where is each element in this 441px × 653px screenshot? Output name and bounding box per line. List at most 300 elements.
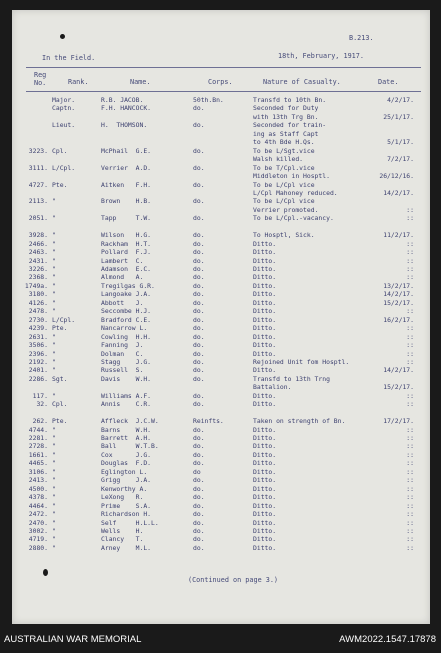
reg-no-cell: 2470. [28, 518, 48, 527]
corps-cell: do. [193, 265, 205, 273]
date-cell: 11/2/17. [383, 231, 414, 240]
continued-note: (Continued on page 3.) [188, 576, 279, 584]
casualty-cell: Ditto. [253, 265, 277, 273]
corps-cell: do. [193, 180, 205, 189]
name-cell: Almond A. [101, 273, 144, 282]
date-cell: :: [406, 535, 414, 544]
table-row [12, 248, 430, 256]
table-row [12, 341, 430, 349]
reg-no-cell: 2192. [28, 357, 48, 366]
date-cell: :: [406, 518, 414, 527]
casualty-cell: Ditto. [253, 315, 277, 324]
table-row [12, 502, 430, 510]
rank-cell: Pte. [52, 180, 68, 189]
name-cell: Wells H. [101, 526, 144, 535]
name-cell: Seccombe H.J. [101, 307, 152, 316]
table-row [12, 231, 430, 239]
date-cell: :: [406, 273, 414, 282]
rank-cell: " [52, 197, 56, 206]
document-page [12, 10, 430, 624]
corps-cell: do. [193, 315, 205, 324]
column-header-corps: Corps. [208, 78, 233, 86]
date-cell: :: [406, 239, 414, 248]
table-row [12, 197, 430, 205]
date-cell: :: [406, 467, 414, 476]
casualty-cell: Ditto. [253, 493, 277, 502]
rank-cell: " [52, 231, 56, 240]
reg-no-cell: 4126. [28, 298, 48, 307]
casualty-cell: Ditto. [253, 290, 277, 299]
name-cell: Davis W.H. [101, 374, 152, 383]
casualty-cell: Walsh killed. [253, 155, 304, 164]
name-cell: Rackham H.T. [101, 239, 152, 248]
date-cell: :: [406, 450, 414, 459]
name-cell: Langoake J.A. [101, 290, 152, 299]
reg-no-cell: 3106. [28, 467, 48, 476]
table-row [12, 544, 430, 552]
corps-cell: do. [193, 298, 205, 307]
corps-cell: do. [193, 501, 205, 510]
reg-no-cell: 2472. [28, 510, 48, 519]
corps-cell: do. [193, 526, 205, 535]
reg-no-cell: 3111. [28, 163, 48, 172]
casualty-cell: Ditto. [253, 467, 277, 476]
name-cell: Richardson H. [101, 510, 152, 519]
table-row [12, 358, 430, 366]
table-row [12, 299, 430, 307]
corps-cell: Reinfts. [193, 417, 224, 426]
corps-cell: 50th.Bn. [193, 96, 224, 104]
reg-no-cell: 2478. [28, 307, 48, 316]
corps-cell: do. [193, 273, 205, 282]
casualty-cell: Battalion. [253, 383, 292, 392]
date-cell: 4/2/17. [387, 96, 414, 104]
date-cell: 14/2/17. [383, 290, 414, 299]
reg-no-cell: 4239. [28, 324, 48, 333]
casualty-cell: To be L/Cpl vice [253, 180, 315, 189]
casualty-cell: L/Cpl Mahoney reduced. [253, 188, 338, 197]
rank-cell: " [52, 434, 56, 442]
table-row [12, 476, 430, 484]
table-row [12, 400, 430, 408]
corps-cell: do. [193, 510, 205, 519]
reg-no-cell: 2431. [28, 256, 48, 265]
corps-cell: do. [193, 349, 205, 358]
table-row [12, 535, 430, 543]
rank-cell: " [52, 214, 56, 223]
table-row [12, 164, 430, 172]
table-row [12, 96, 430, 104]
casualty-cell: Ditto. [253, 518, 277, 527]
name-cell: Tregilgas G.R. [101, 281, 155, 290]
punch-hole-top [60, 34, 65, 39]
casualty-cell: Ditto. [253, 366, 277, 375]
name-cell: Pollard F.J. [101, 248, 152, 257]
name-cell: Arney M.L. [101, 543, 152, 552]
reg-no-cell: 2051. [28, 214, 48, 223]
date-cell: :: [406, 205, 414, 214]
punch-hole-bottom [43, 569, 48, 576]
date-cell: :: [406, 265, 414, 273]
date-cell: :: [406, 332, 414, 341]
casualty-cell: Transfd to 13th Trng [253, 374, 330, 383]
corps-cell: do. [193, 450, 205, 459]
reg-no-cell: 117. [32, 391, 48, 400]
casualty-cell: Ditto. [253, 459, 277, 468]
reg-no-cell: 4378. [28, 493, 48, 502]
rank-cell: Captn. [52, 104, 76, 113]
casualty-cell: Seconded for train- [253, 121, 327, 130]
casualty-cell: Transfd to 10th Bn. [253, 96, 327, 104]
rank-cell: Pte. [52, 324, 68, 333]
rank-cell: " [52, 366, 56, 375]
table-row [12, 257, 430, 265]
casualty-cell: Ditto. [253, 526, 277, 535]
reg-no-cell: 1661. [28, 450, 48, 459]
rank-cell: " [52, 535, 56, 544]
casualty-cell: Ditto. [253, 324, 277, 333]
name-cell: Dolman C. [101, 349, 144, 358]
rank-cell: " [52, 248, 56, 257]
casualty-cell: Ditto. [253, 391, 277, 400]
rank-cell: " [52, 265, 56, 273]
table-row [12, 426, 430, 434]
table-row [12, 265, 430, 273]
date-cell: 17/2/17. [383, 417, 414, 426]
table-row [12, 510, 430, 518]
corps-cell: do. [193, 341, 205, 350]
name-cell: Tapp T.W. [101, 214, 152, 223]
date-cell: :: [406, 510, 414, 519]
rank-cell: L/Cpl. [52, 315, 76, 324]
date-cell: 26/12/16. [379, 172, 414, 181]
table-row [12, 383, 430, 391]
casualty-cell: Ditto. [253, 535, 277, 544]
date-cell: 7/2/17. [387, 155, 414, 164]
date-cell: :: [406, 391, 414, 400]
rank-cell: " [52, 476, 56, 485]
corps-cell: do. [193, 357, 205, 366]
footer-bar [0, 629, 441, 653]
table-row [12, 138, 430, 146]
casualty-cell: Ditto. [253, 256, 277, 265]
rank-cell: " [52, 256, 56, 265]
rank-cell: " [52, 484, 56, 493]
rank-cell: " [52, 459, 56, 468]
casualty-cell: Taken on strength of Bn. [253, 417, 346, 426]
casualty-cell: Ditto. [253, 248, 277, 257]
table-row [12, 104, 430, 112]
table-row [12, 214, 430, 222]
column-header-reg: Reg No. [34, 71, 47, 87]
date-cell: 16/2/17. [383, 315, 414, 324]
name-cell: Grigg J.A. [101, 476, 152, 485]
name-cell: Williams A.F. [101, 391, 152, 400]
rank-cell: Major. [52, 96, 76, 104]
corps-cell: do. [193, 459, 205, 468]
rank-cell: " [52, 307, 56, 316]
casualty-cell: Verrier promoted. [253, 205, 319, 214]
corps-cell: do. [193, 197, 205, 206]
reg-no-cell: 2730. [28, 315, 48, 324]
casualty-cell: with 13th Trg Bn. [253, 112, 319, 121]
name-cell: Ball W.T.B. [101, 442, 159, 451]
reg-no-cell: 32. [36, 400, 48, 409]
date-cell: :: [406, 442, 414, 451]
rank-cell: Pte. [52, 417, 68, 426]
name-cell: Clancy T. [101, 535, 144, 544]
name-cell: LeXong R. [101, 493, 144, 502]
rank-cell: Sgt. [52, 374, 68, 383]
reg-no-cell: 2880. [28, 543, 48, 552]
table-row [12, 206, 430, 214]
table-row [12, 527, 430, 535]
casualty-cell: Ditto. [253, 298, 277, 307]
rank-cell: " [52, 526, 56, 535]
name-cell: Bradford C.E. [101, 315, 152, 324]
casualty-cell: Middleton in Hosptl. [253, 172, 330, 181]
corps-cell: do. [193, 281, 205, 290]
casualty-cell: Ditto. [253, 425, 277, 434]
casualty-cell: To Hosptl, Sick. [253, 231, 315, 240]
table-row [12, 451, 430, 459]
casualty-cell: Ditto. [253, 341, 277, 350]
rank-cell: " [52, 341, 56, 350]
corps-cell: do. [193, 104, 205, 113]
casualty-cell: Ditto. [253, 273, 277, 282]
rank-cell: " [52, 450, 56, 459]
reg-no-cell: 4744. [28, 425, 48, 434]
reg-no-cell: 3002. [28, 526, 48, 535]
table-row [12, 434, 430, 442]
table-row [12, 307, 430, 315]
rank-cell: " [52, 467, 56, 476]
corps-cell: do. [193, 518, 205, 527]
corps-cell: do. [193, 324, 205, 333]
name-cell: Self H.L.L. [101, 518, 159, 527]
reg-no-cell: 2401. [28, 366, 48, 375]
table-row [12, 485, 430, 493]
name-cell: Russell S. [101, 366, 144, 375]
table-row [12, 181, 430, 189]
table-row [12, 442, 430, 450]
date-cell: :: [406, 307, 414, 316]
name-cell: Cox J.G. [101, 450, 152, 459]
date-cell: :: [406, 493, 414, 502]
reg-no-cell: 3223. [28, 146, 48, 155]
reg-no-cell: 4727. [28, 180, 48, 189]
corps-cell: do. [193, 214, 205, 223]
name-cell: Prime S.A. [101, 501, 152, 510]
date-cell: :: [406, 256, 414, 265]
table-row [12, 273, 430, 281]
reg-no-cell: 3226. [28, 265, 48, 273]
casualty-cell: Ditto. [253, 484, 277, 493]
rank-cell: " [52, 543, 56, 552]
table-row [12, 519, 430, 527]
date-cell: :: [406, 501, 414, 510]
corps-cell: do. [193, 400, 205, 409]
table-row [12, 316, 430, 324]
corps-cell: do. [193, 425, 205, 434]
name-cell: R.B. JACOB. [101, 96, 144, 104]
reg-no-cell: 262. [32, 417, 48, 426]
column-header-date: Date. [378, 78, 399, 86]
casualty-cell: To be L/Cpl vice [253, 197, 315, 206]
casualty-cell: Ditto. [253, 450, 277, 459]
casualty-cell: To be L/Sgt.vice [253, 146, 315, 155]
casualty-cell: To be T/Cpl.vice [253, 163, 315, 172]
rank-cell: " [52, 442, 56, 451]
reg-no-cell: 4465. [28, 459, 48, 468]
name-cell: Fanning J. [101, 341, 144, 350]
corps-cell: do. [193, 239, 205, 248]
casualty-cell: Ditto. [253, 510, 277, 519]
date-cell: 14/2/17. [383, 366, 414, 375]
table-row [12, 189, 430, 197]
casualty-cell: Ditto. [253, 476, 277, 485]
name-cell: Nancarrow L. [101, 324, 148, 333]
corps-cell: do. [193, 484, 205, 493]
casualty-cell: ing as Staff Capt [253, 129, 319, 138]
reg-no-cell: 2463. [28, 248, 48, 257]
rank-cell: " [52, 239, 56, 248]
header-rule-bottom [26, 91, 421, 92]
document-date: 18th, February, 1917. [278, 52, 364, 60]
table-row [12, 223, 430, 231]
table-row [12, 350, 430, 358]
casualty-cell: Ditto. [253, 543, 277, 552]
column-header-casualty: Nature of Casualty. [263, 78, 341, 86]
corps-cell: do. [193, 493, 205, 502]
table-row [12, 172, 430, 180]
rank-cell: L/Cpl. [52, 163, 76, 172]
date-cell: :: [406, 459, 414, 468]
casualty-cell: Ditto. [253, 434, 277, 442]
rank-cell: " [52, 298, 56, 307]
reg-no-cell: 2281. [28, 434, 48, 442]
corps-cell: do. [193, 256, 205, 265]
reg-no-cell: 2396. [28, 349, 48, 358]
casualty-cell: Ditto. [253, 332, 277, 341]
name-cell: Annis C.R. [101, 400, 152, 409]
date-cell: :: [406, 349, 414, 358]
table-row [12, 468, 430, 476]
reg-no-cell: 3928. [28, 231, 48, 240]
rank-cell: " [52, 493, 56, 502]
reg-no-cell: 3506. [28, 341, 48, 350]
name-cell: Wilson H.G. [101, 231, 152, 240]
date-cell: :: [406, 526, 414, 535]
name-cell: Brown H.B. [101, 197, 152, 206]
date-cell: 15/2/17. [383, 298, 414, 307]
date-cell: :: [406, 248, 414, 257]
name-cell: Adamson E.C. [101, 265, 152, 273]
casualty-cell: Ditto. [253, 400, 277, 409]
casualty-cell: Seconded for Duty [253, 104, 319, 113]
table-row [12, 121, 430, 129]
name-cell: Eglington L. [101, 467, 148, 476]
reg-no-cell: 2113. [28, 197, 48, 206]
corps-cell: do. [193, 332, 205, 341]
name-cell: Kenworthy A. [101, 484, 148, 493]
reg-no-cell: 3180. [28, 290, 48, 299]
casualty-cell: Ditto. [253, 239, 277, 248]
date-cell: 5/1/17. [387, 138, 414, 147]
date-cell: :: [406, 484, 414, 493]
casualty-cell: Ditto. [253, 307, 277, 316]
name-cell: Affleck J.C.W. [101, 417, 159, 426]
rank-cell: " [52, 332, 56, 341]
reg-no-cell: 4719. [28, 535, 48, 544]
rank-cell: " [52, 425, 56, 434]
table-row [12, 417, 430, 425]
table-row [12, 155, 430, 163]
table-row [12, 147, 430, 155]
table-row [12, 290, 430, 298]
name-cell: Barns W.H. [101, 425, 152, 434]
column-header-rank: Rank. [68, 78, 89, 86]
name-cell: Cowling H.H. [101, 332, 152, 341]
reg-no-cell: 4464. [28, 501, 48, 510]
name-cell: H. THOMSON. [101, 121, 148, 130]
corps-cell: do. [193, 163, 205, 172]
name-cell: Lambert C. [101, 256, 144, 265]
date-cell: 14/2/17. [383, 188, 414, 197]
reg-no-cell: 4500. [28, 484, 48, 493]
table-row [12, 282, 430, 290]
date-cell: 15/2/17. [383, 383, 414, 392]
rank-cell: " [52, 273, 56, 282]
casualty-cell: Ditto. [253, 349, 277, 358]
name-cell: McPhail G.E. [101, 146, 152, 155]
rank-cell: Lieut. [52, 121, 76, 130]
table-row [12, 113, 430, 121]
date-cell: 25/1/17. [383, 112, 414, 121]
rank-cell: " [52, 510, 56, 519]
casualty-cell: to 4th Bde H.Qs. [253, 138, 315, 147]
date-cell: :: [406, 425, 414, 434]
table-row [12, 130, 430, 138]
casualty-cell: To be L/Cpl.-vacancy. [253, 214, 334, 223]
casualty-cell: Rejoined Unit fom Hosptl. [253, 357, 350, 366]
table-row [12, 459, 430, 467]
name-cell: Barrett A.H. [101, 434, 152, 442]
footer-institution: AUSTRALIAN WAR MEMORIAL [4, 634, 142, 645]
corps-cell: do. [193, 121, 205, 130]
table-row [12, 366, 430, 374]
date-cell: :: [406, 476, 414, 485]
rank-cell: " [52, 501, 56, 510]
reg-no-cell: 1749a. [24, 281, 48, 290]
date-cell: :: [406, 214, 414, 223]
header-rule-top [26, 67, 421, 68]
table-row [12, 493, 430, 501]
date-cell: :: [406, 324, 414, 333]
rank-cell: Cpl. [52, 400, 68, 409]
date-cell: :: [406, 400, 414, 409]
reg-no-cell: 2368. [28, 273, 48, 282]
rank-cell: " [52, 518, 56, 527]
casualty-cell: Ditto. [253, 281, 277, 290]
table-row [12, 409, 430, 417]
name-cell: Aitken F.H. [101, 180, 152, 189]
corps-cell: do. [193, 476, 205, 485]
document-reference: B.213. [349, 34, 374, 42]
name-cell: Abbott J. [101, 298, 144, 307]
rank-cell: " [52, 290, 56, 299]
corps-cell: do. [193, 391, 205, 400]
